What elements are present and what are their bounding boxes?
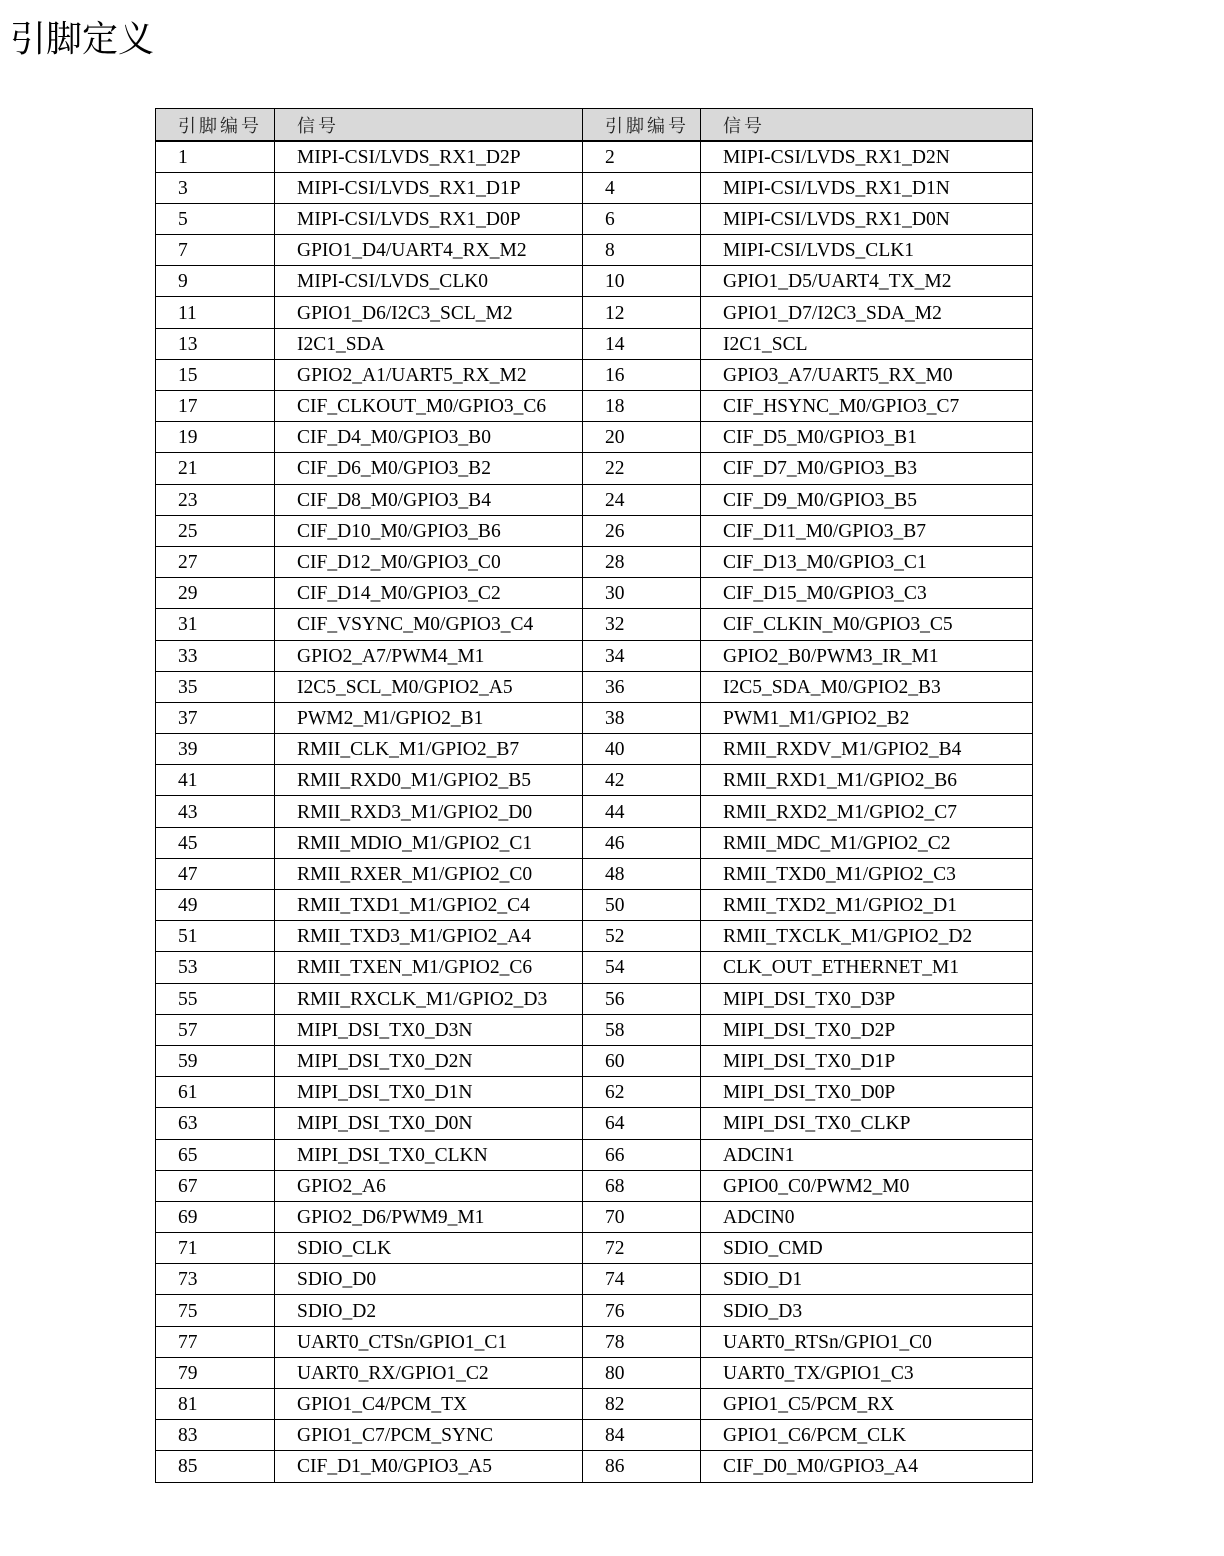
pin-number-cell: 22 <box>583 453 701 484</box>
table-row <box>156 172 1033 203</box>
pin-number-cell: 14 <box>583 328 701 359</box>
signal-cell: MIPI-CSI/LVDS_CLK0 <box>275 266 583 297</box>
signal-cell: CIF_D13_M0/GPIO3_C1 <box>701 546 1033 577</box>
signal-cell: UART0_RX/GPIO1_C2 <box>275 1357 583 1388</box>
pin-number-cell: 36 <box>583 671 701 702</box>
pin-number-cell: 6 <box>583 203 701 234</box>
table-row <box>156 359 1033 390</box>
table-row <box>156 546 1033 577</box>
pin-number-cell: 65 <box>156 1139 275 1170</box>
signal-cell: CIF_D11_M0/GPIO3_B7 <box>701 515 1033 546</box>
table-row <box>156 1170 1033 1201</box>
signal-cell: CIF_D5_M0/GPIO3_B1 <box>701 422 1033 453</box>
table-row <box>156 328 1033 359</box>
table-row <box>156 921 1033 952</box>
signal-cell: CIF_D9_M0/GPIO3_B5 <box>701 484 1033 515</box>
signal-cell: CIF_D7_M0/GPIO3_B3 <box>701 453 1033 484</box>
signal-cell: MIPI_DSI_TX0_D2N <box>275 1045 583 1076</box>
pin-number-cell: 70 <box>583 1201 701 1232</box>
pin-number-cell: 8 <box>583 235 701 266</box>
pin-number-cell: 66 <box>583 1139 701 1170</box>
table-row <box>156 515 1033 546</box>
signal-cell: GPIO1_C5/PCM_RX <box>701 1389 1033 1420</box>
pin-number-cell: 62 <box>583 1077 701 1108</box>
pin-number-cell: 19 <box>156 422 275 453</box>
header-pin-number: 引脚编号 <box>583 109 701 142</box>
table-row <box>156 1451 1033 1482</box>
signal-cell: RMII_RXCLK_M1/GPIO2_D3 <box>275 983 583 1014</box>
signal-cell: RMII_RXD0_M1/GPIO2_B5 <box>275 765 583 796</box>
page-title: 引脚定义 <box>10 19 155 60</box>
signal-cell: MIPI_DSI_TX0_D3P <box>701 983 1033 1014</box>
table-row <box>156 484 1033 515</box>
signal-cell: GPIO1_C4/PCM_TX <box>275 1389 583 1420</box>
pin-number-cell: 68 <box>583 1170 701 1201</box>
table-row <box>156 1014 1033 1045</box>
pin-number-cell: 43 <box>156 796 275 827</box>
pin-number-cell: 17 <box>156 391 275 422</box>
table-row <box>156 1201 1033 1232</box>
pin-number-cell: 56 <box>583 983 701 1014</box>
table-row <box>156 1139 1033 1170</box>
pin-number-cell: 30 <box>583 578 701 609</box>
pin-number-cell: 34 <box>583 640 701 671</box>
signal-cell: GPIO1_D7/I2C3_SDA_M2 <box>701 297 1033 328</box>
table-row <box>156 1233 1033 1264</box>
pin-number-cell: 60 <box>583 1045 701 1076</box>
pin-number-cell: 29 <box>156 578 275 609</box>
pin-definition-table <box>155 108 1033 1483</box>
signal-cell: RMII_RXD2_M1/GPIO2_C7 <box>701 796 1033 827</box>
signal-cell: CIF_D15_M0/GPIO3_C3 <box>701 578 1033 609</box>
signal-cell: MIPI-CSI/LVDS_RX1_D0P <box>275 203 583 234</box>
signal-cell: GPIO1_C6/PCM_CLK <box>701 1420 1033 1451</box>
signal-cell: SDIO_D0 <box>275 1264 583 1295</box>
table-row <box>156 890 1033 921</box>
table-row <box>156 1077 1033 1108</box>
signal-cell: UART0_TX/GPIO1_C3 <box>701 1357 1033 1388</box>
pin-number-cell: 84 <box>583 1420 701 1451</box>
signal-cell: UART0_RTSn/GPIO1_C0 <box>701 1326 1033 1357</box>
pin-number-cell: 63 <box>156 1108 275 1139</box>
pin-number-cell: 13 <box>156 328 275 359</box>
pin-number-cell: 47 <box>156 858 275 889</box>
signal-cell: MIPI_DSI_TX0_D1N <box>275 1077 583 1108</box>
signal-cell: RMII_RXER_M1/GPIO2_C0 <box>275 858 583 889</box>
header-signal: 信号 <box>701 109 1033 142</box>
signal-cell: CLK_OUT_ETHERNET_M1 <box>701 952 1033 983</box>
signal-cell: RMII_MDC_M1/GPIO2_C2 <box>701 827 1033 858</box>
table-row <box>156 422 1033 453</box>
table-row <box>156 141 1033 172</box>
signal-cell: GPIO2_D6/PWM9_M1 <box>275 1201 583 1232</box>
pin-number-cell: 80 <box>583 1357 701 1388</box>
signal-cell: MIPI_DSI_TX0_D2P <box>701 1014 1033 1045</box>
pin-number-cell: 12 <box>583 297 701 328</box>
signal-cell: I2C1_SCL <box>701 328 1033 359</box>
table-row <box>156 765 1033 796</box>
table-row <box>156 1108 1033 1139</box>
table-row <box>156 1045 1033 1076</box>
signal-cell: GPIO2_A7/PWM4_M1 <box>275 640 583 671</box>
pin-number-cell: 2 <box>583 141 701 172</box>
pin-number-cell: 45 <box>156 827 275 858</box>
pin-number-cell: 33 <box>156 640 275 671</box>
pin-number-cell: 44 <box>583 796 701 827</box>
pin-number-cell: 16 <box>583 359 701 390</box>
pin-number-cell: 57 <box>156 1014 275 1045</box>
pin-number-cell: 74 <box>583 1264 701 1295</box>
pin-number-cell: 85 <box>156 1451 275 1482</box>
signal-cell: MIPI_DSI_TX0_D0N <box>275 1108 583 1139</box>
pin-number-cell: 4 <box>583 172 701 203</box>
table-row <box>156 1420 1033 1451</box>
pin-number-cell: 41 <box>156 765 275 796</box>
table-body <box>156 141 1033 1482</box>
pin-number-cell: 79 <box>156 1357 275 1388</box>
table-row <box>156 1264 1033 1295</box>
signal-cell: CIF_CLKOUT_M0/GPIO3_C6 <box>275 391 583 422</box>
pin-number-cell: 78 <box>583 1326 701 1357</box>
pin-number-cell: 26 <box>583 515 701 546</box>
signal-cell: MIPI-CSI/LVDS_CLK1 <box>701 235 1033 266</box>
signal-cell: ADCIN1 <box>701 1139 1033 1170</box>
pin-number-cell: 46 <box>583 827 701 858</box>
signal-cell: RMII_TXCLK_M1/GPIO2_D2 <box>701 921 1033 952</box>
pin-number-cell: 11 <box>156 297 275 328</box>
signal-cell: CIF_D6_M0/GPIO3_B2 <box>275 453 583 484</box>
table-row <box>156 827 1033 858</box>
table-row <box>156 297 1033 328</box>
signal-cell: GPIO1_D5/UART4_TX_M2 <box>701 266 1033 297</box>
signal-cell: MIPI-CSI/LVDS_RX1_D2P <box>275 141 583 172</box>
table-row <box>156 640 1033 671</box>
table-row <box>156 391 1033 422</box>
signal-cell: CIF_D1_M0/GPIO3_A5 <box>275 1451 583 1482</box>
signal-cell: RMII_MDIO_M1/GPIO2_C1 <box>275 827 583 858</box>
pin-number-cell: 20 <box>583 422 701 453</box>
signal-cell: GPIO2_A6 <box>275 1170 583 1201</box>
pin-number-cell: 37 <box>156 702 275 733</box>
signal-cell: PWM2_M1/GPIO2_B1 <box>275 702 583 733</box>
pin-number-cell: 3 <box>156 172 275 203</box>
table-row <box>156 578 1033 609</box>
signal-cell: CIF_D12_M0/GPIO3_C0 <box>275 546 583 577</box>
signal-cell: CIF_D0_M0/GPIO3_A4 <box>701 1451 1033 1482</box>
pin-number-cell: 83 <box>156 1420 275 1451</box>
signal-cell: I2C5_SDA_M0/GPIO2_B3 <box>701 671 1033 702</box>
pin-number-cell: 67 <box>156 1170 275 1201</box>
table-row <box>156 235 1033 266</box>
signal-cell: GPIO3_A7/UART5_RX_M0 <box>701 359 1033 390</box>
pin-number-cell: 5 <box>156 203 275 234</box>
pin-number-cell: 81 <box>156 1389 275 1420</box>
pin-number-cell: 64 <box>583 1108 701 1139</box>
table-row <box>156 796 1033 827</box>
pin-number-cell: 48 <box>583 858 701 889</box>
table-row <box>156 203 1033 234</box>
table-row <box>156 266 1033 297</box>
pin-number-cell: 38 <box>583 702 701 733</box>
signal-cell: GPIO1_D6/I2C3_SCL_M2 <box>275 297 583 328</box>
pin-number-cell: 15 <box>156 359 275 390</box>
signal-cell: MIPI-CSI/LVDS_RX1_D0N <box>701 203 1033 234</box>
table-row <box>156 734 1033 765</box>
signal-cell: GPIO1_C7/PCM_SYNC <box>275 1420 583 1451</box>
pin-number-cell: 18 <box>583 391 701 422</box>
header-pin-number: 引脚编号 <box>156 109 275 142</box>
header-signal: 信号 <box>275 109 583 142</box>
signal-cell: CIF_D10_M0/GPIO3_B6 <box>275 515 583 546</box>
table-row <box>156 983 1033 1014</box>
signal-cell: GPIO0_C0/PWM2_M0 <box>701 1170 1033 1201</box>
signal-cell: SDIO_D2 <box>275 1295 583 1326</box>
table-row <box>156 1389 1033 1420</box>
pin-number-cell: 75 <box>156 1295 275 1326</box>
pin-number-cell: 23 <box>156 484 275 515</box>
signal-cell: GPIO2_A1/UART5_RX_M2 <box>275 359 583 390</box>
pin-number-cell: 54 <box>583 952 701 983</box>
signal-cell: CIF_VSYNC_M0/GPIO3_C4 <box>275 609 583 640</box>
signal-cell: MIPI_DSI_TX0_D0P <box>701 1077 1033 1108</box>
pin-number-cell: 7 <box>156 235 275 266</box>
signal-cell: CIF_D8_M0/GPIO3_B4 <box>275 484 583 515</box>
pin-number-cell: 24 <box>583 484 701 515</box>
signal-cell: CIF_HSYNC_M0/GPIO3_C7 <box>701 391 1033 422</box>
pin-number-cell: 58 <box>583 1014 701 1045</box>
table-row <box>156 952 1033 983</box>
signal-cell: UART0_CTSn/GPIO1_C1 <box>275 1326 583 1357</box>
signal-cell: SDIO_D1 <box>701 1264 1033 1295</box>
signal-cell: I2C1_SDA <box>275 328 583 359</box>
table-row <box>156 671 1033 702</box>
table-row <box>156 1357 1033 1388</box>
pin-number-cell: 59 <box>156 1045 275 1076</box>
signal-cell: RMII_TXD1_M1/GPIO2_C4 <box>275 890 583 921</box>
pin-number-cell: 50 <box>583 890 701 921</box>
pin-number-cell: 53 <box>156 952 275 983</box>
signal-cell: RMII_RXD1_M1/GPIO2_B6 <box>701 765 1033 796</box>
pin-number-cell: 52 <box>583 921 701 952</box>
signal-cell: SDIO_CLK <box>275 1233 583 1264</box>
pin-number-cell: 86 <box>583 1451 701 1482</box>
signal-cell: SDIO_D3 <box>701 1295 1033 1326</box>
signal-cell: CIF_D4_M0/GPIO3_B0 <box>275 422 583 453</box>
table-row <box>156 1295 1033 1326</box>
pin-number-cell: 10 <box>583 266 701 297</box>
pin-number-cell: 71 <box>156 1233 275 1264</box>
table-header-row <box>156 109 1033 142</box>
table-row <box>156 702 1033 733</box>
signal-cell: GPIO1_D4/UART4_RX_M2 <box>275 235 583 266</box>
pin-number-cell: 35 <box>156 671 275 702</box>
table-row <box>156 1326 1033 1357</box>
signal-cell: PWM1_M1/GPIO2_B2 <box>701 702 1033 733</box>
signal-cell: MIPI_DSI_TX0_D3N <box>275 1014 583 1045</box>
signal-cell: RMII_TXEN_M1/GPIO2_C6 <box>275 952 583 983</box>
signal-cell: SDIO_CMD <box>701 1233 1033 1264</box>
pin-number-cell: 55 <box>156 983 275 1014</box>
pin-number-cell: 72 <box>583 1233 701 1264</box>
pin-number-cell: 77 <box>156 1326 275 1357</box>
pin-number-cell: 21 <box>156 453 275 484</box>
pin-number-cell: 40 <box>583 734 701 765</box>
signal-cell: RMII_CLK_M1/GPIO2_B7 <box>275 734 583 765</box>
signal-cell: CIF_CLKIN_M0/GPIO3_C5 <box>701 609 1033 640</box>
signal-cell: I2C5_SCL_M0/GPIO2_A5 <box>275 671 583 702</box>
signal-cell: RMII_RXD3_M1/GPIO2_D0 <box>275 796 583 827</box>
signal-cell: GPIO2_B0/PWM3_IR_M1 <box>701 640 1033 671</box>
pin-number-cell: 39 <box>156 734 275 765</box>
signal-cell: ADCIN0 <box>701 1201 1033 1232</box>
pin-number-cell: 9 <box>156 266 275 297</box>
pin-number-cell: 49 <box>156 890 275 921</box>
signal-cell: RMII_TXD2_M1/GPIO2_D1 <box>701 890 1033 921</box>
pin-number-cell: 28 <box>583 546 701 577</box>
pin-number-cell: 61 <box>156 1077 275 1108</box>
pin-number-cell: 73 <box>156 1264 275 1295</box>
signal-cell: MIPI-CSI/LVDS_RX1_D1P <box>275 172 583 203</box>
pin-number-cell: 42 <box>583 765 701 796</box>
pin-number-cell: 69 <box>156 1201 275 1232</box>
pin-number-cell: 51 <box>156 921 275 952</box>
table-row <box>156 858 1033 889</box>
pin-number-cell: 1 <box>156 141 275 172</box>
table-row <box>156 453 1033 484</box>
pin-number-cell: 32 <box>583 609 701 640</box>
signal-cell: MIPI-CSI/LVDS_RX1_D2N <box>701 141 1033 172</box>
table-row <box>156 609 1033 640</box>
signal-cell: RMII_RXDV_M1/GPIO2_B4 <box>701 734 1033 765</box>
signal-cell: MIPI_DSI_TX0_CLKP <box>701 1108 1033 1139</box>
pin-number-cell: 31 <box>156 609 275 640</box>
pin-number-cell: 27 <box>156 546 275 577</box>
signal-cell: CIF_D14_M0/GPIO3_C2 <box>275 578 583 609</box>
signal-cell: MIPI-CSI/LVDS_RX1_D1N <box>701 172 1033 203</box>
pin-number-cell: 76 <box>583 1295 701 1326</box>
signal-cell: MIPI_DSI_TX0_D1P <box>701 1045 1033 1076</box>
signal-cell: RMII_TXD3_M1/GPIO2_A4 <box>275 921 583 952</box>
pin-number-cell: 82 <box>583 1389 701 1420</box>
signal-cell: MIPI_DSI_TX0_CLKN <box>275 1139 583 1170</box>
signal-cell: RMII_TXD0_M1/GPIO2_C3 <box>701 858 1033 889</box>
pin-number-cell: 25 <box>156 515 275 546</box>
